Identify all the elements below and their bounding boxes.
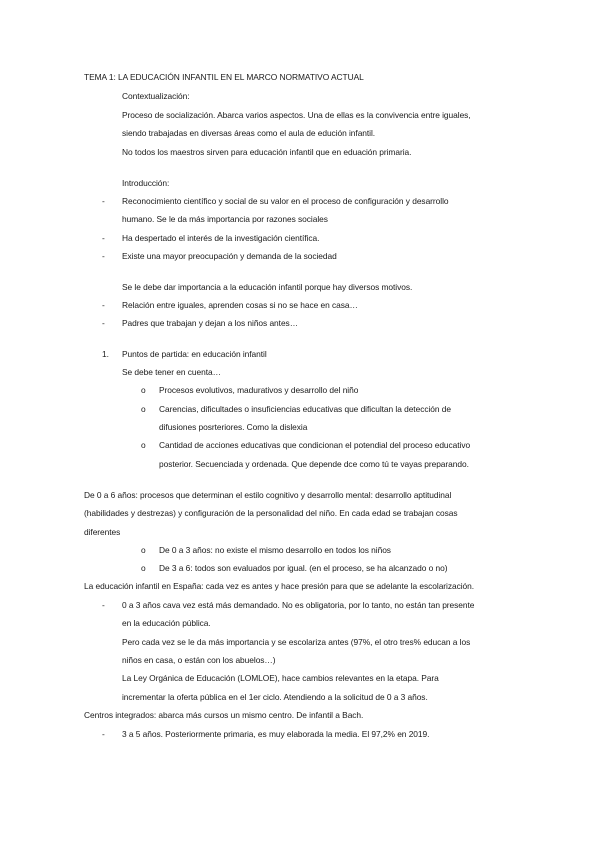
bullet-dash: - [102, 729, 105, 739]
page-title: TEMA 1: LA EDUCACIÓN INFANTIL EN EL MARCO NORMATIVO ACTUAL [84, 72, 364, 82]
bullet-dash: - [102, 251, 105, 261]
list-item: Relación entre iguales, aprenden cosas si no se hace en casa… [122, 300, 358, 310]
bullet-circle: o [141, 404, 146, 414]
sub-list-item: De 3 a 6: todos son evaluados por igual. (en el proceso, se ha alcanzado o no) [159, 563, 448, 573]
bullet-circle: o [141, 385, 146, 395]
bullet-circle: o [141, 545, 146, 555]
sub-list-item: Carencias, dificultades o insuficiencias educativas que dificultan la detección de [159, 404, 451, 414]
list-item-cont: La Ley Orgánica de Educación (LOMLOE), hace cambios relevantes en la etapa. Para [122, 673, 439, 683]
list-item: 0 a 3 años cava vez está más demandado. No es obligatoria, por lo tanto, no están tan presente [122, 600, 475, 610]
paragraph-line: siendo trabajadas en diversas áreas como el aula de edución infantil. [122, 128, 376, 138]
bullet-circle: o [141, 563, 146, 573]
list-item: Ha despertado el interés de la investigación científica. [122, 233, 320, 243]
paragraph-line: De 0 a 6 años: procesos que determinan el estilo cognitivo y desarrollo mental: desarrollo aptitudinal [84, 490, 452, 500]
paragraph-line: diferentes [84, 527, 121, 537]
sub-list-item: De 0 a 3 años: no existe el mismo desarrollo en todos los niños [159, 545, 391, 555]
list-item-cont: humano. Se le da más importancia por razones sociales [122, 214, 328, 224]
sub-list-item: Procesos evolutivos, madurativos y desarrollo del niño [159, 385, 359, 395]
sub-list-item-cont: posterior. Secuenciada y ordenada. Que depende dce como tú te vayas preparando. [159, 459, 469, 469]
paragraph-line: Se debe tener en cuenta… [122, 367, 221, 377]
bullet-dash: - [102, 318, 105, 328]
list-item: Reconocimiento científico y social de su valor en el proceso de configuración y desarrollo [122, 196, 449, 206]
bullet-dash: - [102, 196, 105, 206]
paragraph-line: Proceso de socialización. Abarca varios aspectos. Una de ellas es la convivencia entre iguales, [122, 110, 471, 120]
bullet-circle: o [141, 440, 146, 450]
list-item-cont: en la educación pública. [122, 618, 211, 628]
paragraph-line: Se le debe dar importancia a la educación infantil porque hay diversos motivos. [122, 282, 413, 292]
list-item-cont: Pero cada vez se le da más importancia y se escolariza antes (97%, el otro tres% educan a los [122, 637, 471, 647]
paragraph-line: No todos los maestros sirven para educación infantil que en eduación primaria. [122, 147, 412, 157]
list-item-cont: niños en casa, o están con los abuelos…) [122, 655, 276, 665]
sub-list-item: Cantidad de acciones educativas que condicionan el potendial del proceso educativo [159, 440, 471, 450]
bullet-dash: - [102, 233, 105, 243]
bullet-dash: - [102, 600, 105, 610]
paragraph-line: (habilidades y destrezas) y configuración de la personalidad del niño. En cada edad se trabajan cosas [84, 508, 458, 518]
section-heading: Introducción: [122, 178, 170, 188]
list-item-cont: incrementar la oferta pública en el 1er ciclo. Atendiendo a la solicitud de 0 a 3 años. [122, 692, 428, 702]
bullet-dash: - [102, 300, 105, 310]
paragraph-line: La educación infantil en España: cada vez es antes y hace presión para que se adelante la escolarización. [84, 581, 475, 591]
paragraph-line: Centros integrados: abarca más cursos un mismo centro. De infantil a Bach. [84, 710, 364, 720]
sub-list-item-cont: difusiones posrteriores. Como la dislexia [159, 422, 308, 432]
list-item: 3 a 5 años. Posteriormente primaria, es muy elaborada la media. El 97,2% en 2019. [122, 729, 430, 739]
section-heading: Puntos de partida: en educación infantil [122, 349, 267, 359]
list-item: Existe una mayor preocupación y demanda de la sociedad [122, 251, 337, 261]
list-number: 1. [102, 349, 109, 359]
section-heading: Contextualización: [122, 91, 190, 101]
list-item: Padres que trabajan y dejan a los niños antes… [122, 318, 299, 328]
